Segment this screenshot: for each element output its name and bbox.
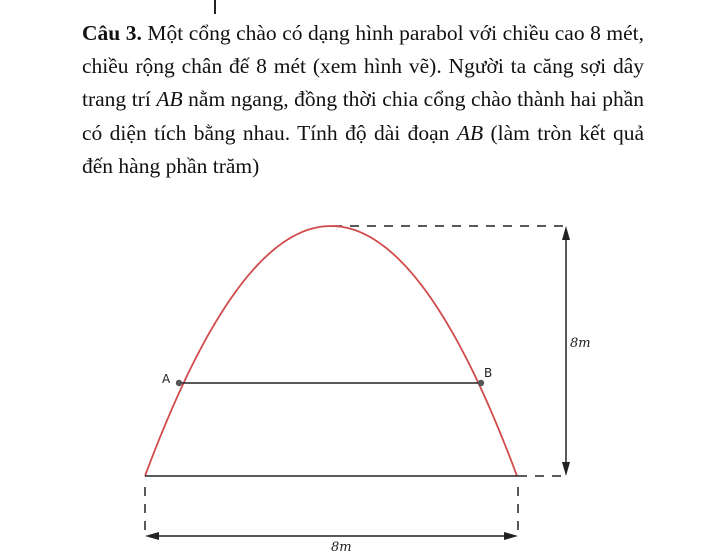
width-arrow-left: [145, 532, 159, 540]
parabola-curve: [145, 226, 517, 476]
width-label: 8m: [331, 540, 352, 555]
question-text-2: nằm ngang, đồng thời chia cổng chào thành hai phần có diện tích bằng nhau. Tính độ dài đoạn: [82, 87, 644, 145]
width-arrow-right: [504, 532, 518, 540]
point-b: [478, 380, 484, 386]
question-text-1: Một cổng chào có dạng hình parabol với chiều cao 8 mét, chiều rộng chân đế 8 mét (xem hình vẽ). Người ta căng sợi dây trang trí: [82, 21, 644, 112]
point-b-label: B: [484, 366, 493, 380]
question-text-3: (làm tròn kết quả đến hàng phần trăm): [82, 120, 644, 178]
height-arrow-bottom: [562, 462, 570, 476]
point-a: [176, 380, 182, 386]
segment-ab-2: AB: [456, 120, 484, 145]
question-number: Câu 3.: [82, 21, 142, 45]
point-a-label: A: [162, 372, 171, 386]
segment-ab-1: AB: [156, 87, 183, 112]
height-arrow-top: [562, 226, 570, 240]
height-label: 8m: [570, 336, 591, 351]
